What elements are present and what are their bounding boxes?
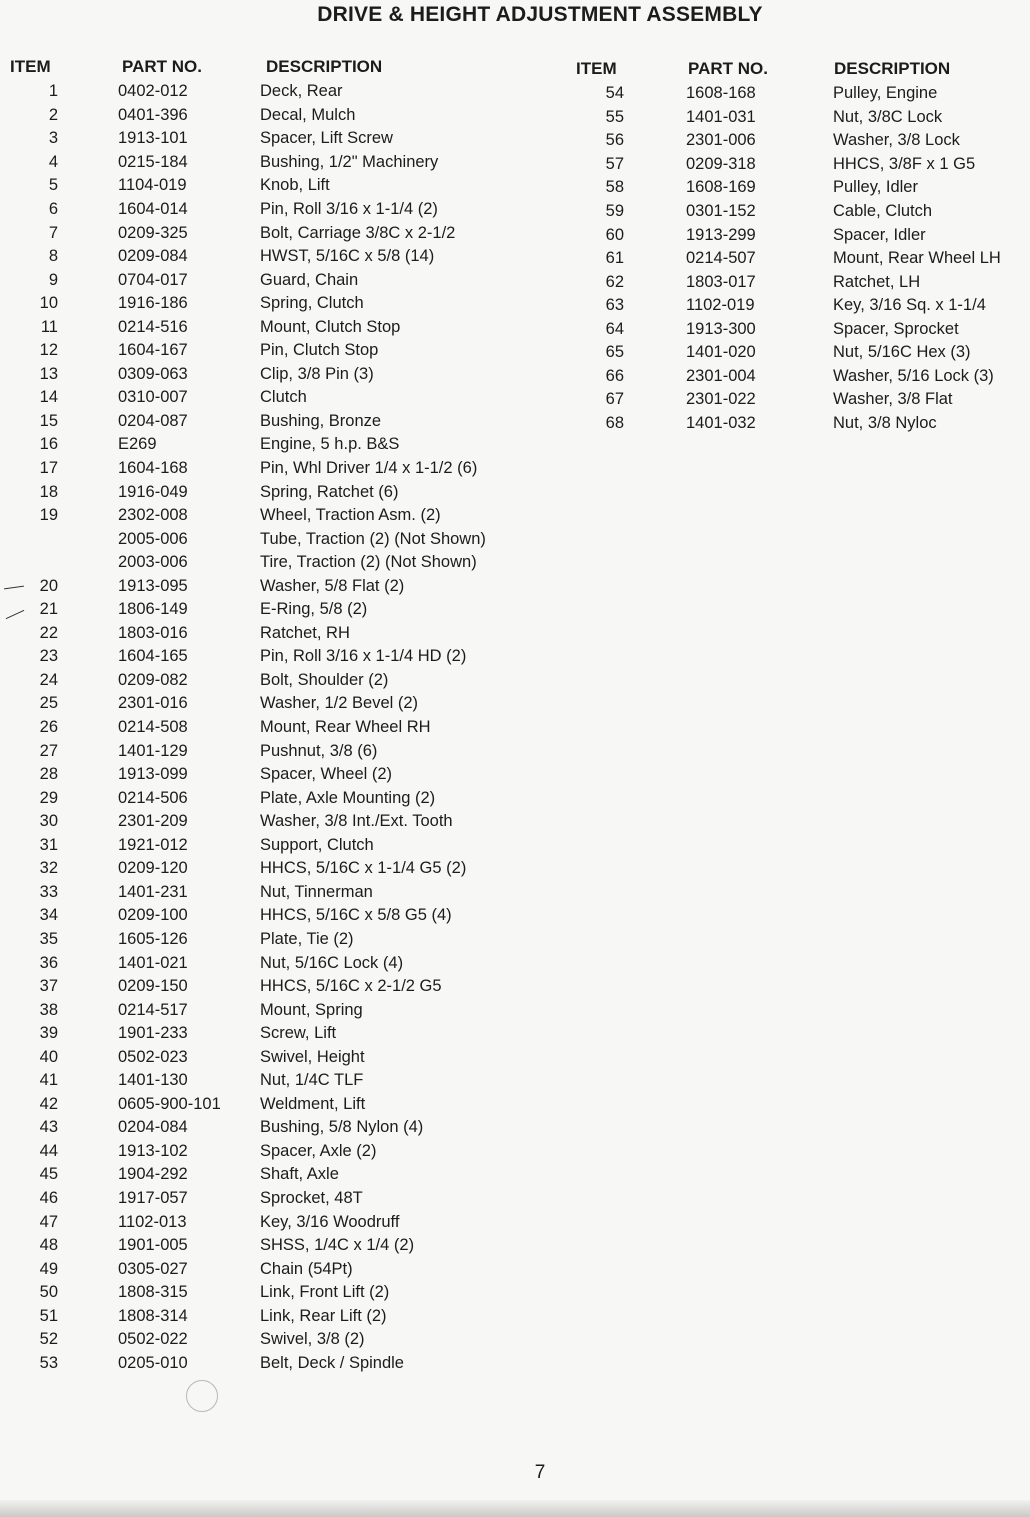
item-number: 4 [48,152,58,171]
parts-row [0,504,486,528]
parts-row [0,1140,486,1164]
item-number: 61 [605,249,624,268]
part-number: 1901-005 [118,1236,188,1255]
part-description: Nut, 3/8 Nyloc [833,413,937,432]
parts-row [0,951,486,975]
item-number: 54 [605,84,624,103]
parts-row [576,153,1001,177]
parts-row [0,1304,486,1328]
part-number: 0502-023 [118,1047,188,1066]
part-description: Washer, 5/8 Flat (2) [260,576,405,595]
part-number: 1401-020 [686,343,756,362]
part-number: 1401-021 [118,953,188,972]
part-description: Nut, 5/16C Hex (3) [833,343,971,362]
item-number: 20 [39,576,58,595]
part-number: 1904-292 [118,1165,188,1184]
part-number: 0301-152 [686,202,756,220]
item-number: 19 [39,506,58,525]
parts-row [576,200,1001,224]
part-number: 1604-165 [118,647,188,666]
parts-row [0,786,486,810]
part-description: Engine, 5 h.p. B&S [260,435,400,454]
part-number: 1803-016 [118,623,188,642]
part-number: 1401-231 [118,882,188,901]
part-description: Wheel, Traction Asm. (2) [260,506,441,525]
part-description: Spacer, Sprocket [833,319,959,338]
part-description: Knob, Lift [260,176,330,195]
item-number: 34 [39,906,58,925]
part-number: 1806-149 [118,600,188,619]
parts-row [576,388,1001,412]
part-number: 1916-186 [118,294,188,313]
parts-row [576,341,1001,365]
part-number: 1921-012 [118,835,188,854]
part-number: 1608-168 [686,84,756,103]
item-number: 14 [39,388,58,407]
parts-row [0,1257,486,1281]
part-description: Bushing, 1/2" Machinery [260,152,439,171]
parts-row [0,1210,486,1234]
part-description: Spacer, Wheel (2) [260,765,393,784]
parts-row [0,1352,486,1376]
part-number: 1401-031 [686,107,756,126]
part-number: 1913-099 [118,765,188,784]
part-description: Swivel, Height [260,1047,365,1066]
part-number: 1913-101 [118,129,188,148]
part-number: 1604-167 [118,341,188,360]
part-description: Washer, 5/16 Lock (3) [833,366,994,385]
punch-hole [186,1380,218,1412]
part-description: Bushing, Bronze [260,411,382,430]
parts-row [0,527,486,551]
parts-row [0,739,486,763]
part-number: 0310-007 [118,388,188,407]
header-description: DESCRIPTION [834,59,951,78]
part-number: 1401-129 [118,741,188,760]
part-number: 0209-318 [686,154,756,173]
part-number: 0209-100 [118,906,188,925]
part-description: Cable, Clutch [833,202,933,220]
parts-row [576,365,1001,389]
part-description: Pulley, Idler [833,178,918,197]
item-number: 24 [39,670,58,689]
parts-row [576,294,1001,318]
parts-row [0,363,486,387]
part-description: HHCS, 3/8F x 1 G5 [833,154,976,173]
part-description: Washer, 3/8 Lock [833,131,960,150]
part-description: Plate, Tie (2) [260,929,354,948]
parts-row [0,928,486,952]
part-number: 2301-006 [686,131,756,150]
parts-row [576,129,1001,153]
item-number: 29 [39,788,58,807]
item-number: 63 [605,296,624,315]
parts-row [0,1328,486,1352]
part-description: Link, Rear Lift (2) [260,1306,387,1325]
part-number: 1901-233 [118,1024,188,1043]
item-number: 8 [48,247,58,266]
part-number: 1104-019 [118,176,187,195]
item-number: 55 [605,107,624,126]
part-description: HHCS, 5/16C x 1-1/4 G5 (2) [260,859,467,878]
parts-row [0,669,486,693]
part-description: Nut, 5/16C Lock (4) [260,953,404,972]
part-number: 0205-010 [118,1353,188,1372]
parts-list-right [576,54,1001,435]
part-number: 1916-049 [118,482,188,501]
part-description: Spring, Ratchet (6) [260,482,399,501]
item-number: 65 [605,343,624,362]
item-number: 37 [39,977,58,996]
part-description: Tube, Traction (2) (Not Shown) [260,529,486,548]
parts-row [0,1022,486,1046]
item-number: 46 [39,1188,58,1207]
parts-row [0,198,486,222]
parts-row [0,622,486,646]
item-number: 30 [39,812,58,831]
part-number: 1604-014 [118,200,188,218]
parts-row [0,1045,486,1069]
parts-row [0,834,486,858]
parts-row [0,315,486,339]
parts-row [0,1093,486,1117]
parts-row [0,1163,486,1187]
part-description: Ratchet, RH [260,623,350,642]
part-number: 1401-130 [118,1071,188,1090]
parts-row [0,221,486,245]
part-description: HHCS, 5/16C x 5/8 G5 (4) [260,906,452,925]
part-number: 0605-900-101 [118,1094,221,1113]
part-description: Belt, Deck / Spindle [260,1353,404,1372]
item-number: 51 [39,1306,58,1325]
part-description: SHSS, 1/4C x 1/4 (2) [260,1236,415,1255]
item-number: 15 [39,411,58,430]
part-description: Nut, 1/4C TLF [260,1071,364,1090]
item-number: 35 [39,929,58,948]
item-number: 9 [48,270,58,289]
item-number: 12 [39,341,58,360]
part-description: Chain (54Pt) [260,1259,353,1278]
part-description: Sprocket, 48T [260,1188,363,1207]
header-part-no: PART NO. [122,57,202,76]
item-number: 28 [39,765,58,784]
part-description: Spring, Clutch [260,294,364,313]
item-number: 33 [39,882,58,901]
parts-row [576,176,1001,200]
part-description: Bolt, Shoulder (2) [260,670,389,689]
parts-row [0,1069,486,1093]
part-description: Tire, Traction (2) (Not Shown) [260,553,477,572]
part-number: 2301-022 [686,390,756,409]
item-number: 27 [39,741,58,760]
parts-row [0,574,486,598]
parts-row [0,716,486,740]
part-number: 1401-032 [686,413,756,432]
item-number: 40 [39,1047,58,1066]
item-number: 68 [605,413,624,432]
part-description: Bushing, 5/8 Nylon (4) [260,1118,424,1137]
item-number: 31 [39,835,58,854]
part-description: Link, Front Lift (2) [260,1283,390,1302]
parts-row [0,245,486,269]
part-number: 1608-169 [686,178,756,197]
part-number: 0214-508 [118,718,188,737]
part-description: Swivel, 3/8 (2) [260,1330,365,1349]
parts-row [0,998,486,1022]
part-number: 0209-120 [118,859,188,878]
part-number: 0214-506 [118,788,188,807]
part-description: Mount, Spring [260,1000,363,1019]
item-number: 66 [605,366,624,385]
item-number: 5 [48,176,58,195]
part-number: 1102-013 [118,1212,187,1231]
part-number: 2003-006 [118,553,188,572]
parts-row [0,598,486,622]
item-number: 59 [605,202,624,220]
item-number: 21 [39,600,58,619]
parts-rows-right [576,82,1001,435]
parts-row [576,106,1001,130]
part-number: 0309-063 [118,364,188,383]
item-number: 45 [39,1165,58,1184]
item-number: 47 [39,1212,58,1231]
header-part-no: PART NO. [688,59,768,78]
item-number: 43 [39,1118,58,1137]
item-number: 50 [39,1283,58,1302]
parts-row [0,1281,486,1305]
part-number: 0215-184 [118,152,188,171]
item-number: 58 [605,178,624,197]
parts-row [0,975,486,999]
part-number: 0704-017 [118,270,188,289]
part-number: 0402-012 [118,82,188,101]
part-number: 0209-082 [118,670,188,689]
parts-row [0,645,486,669]
part-description: Pin, Roll 3/16 x 1-1/4 HD (2) [260,647,467,666]
parts-row [0,433,486,457]
item-number: 49 [39,1259,58,1278]
part-number: 0209-084 [118,247,188,266]
item-number: 67 [605,390,624,409]
part-number: 0209-150 [118,977,188,996]
part-description: Washer, 3/8 Flat [833,390,953,409]
part-description: HWST, 5/16C x 5/8 (14) [260,247,435,266]
parts-row [0,410,486,434]
parts-row [576,82,1001,106]
item-number: 3 [48,129,58,148]
part-number: 2005-006 [118,529,188,548]
parts-row [576,270,1001,294]
part-description: Mount, Rear Wheel RH [260,718,431,737]
part-number: 2302-008 [118,506,188,525]
part-number: 1917-057 [118,1188,188,1207]
item-number: 62 [605,272,624,291]
part-description: Clip, 3/8 Pin (3) [260,364,374,383]
item-number: 6 [48,200,58,218]
part-number: 0204-087 [118,411,188,430]
parts-row [0,386,486,410]
part-description: Spacer, Lift Screw [260,129,393,148]
item-number: 38 [39,1000,58,1019]
part-description: Plate, Axle Mounting (2) [260,788,436,807]
parts-list-header [0,54,486,80]
parts-row [0,1187,486,1211]
part-number: 1913-300 [686,319,756,338]
part-number: 0204-084 [118,1118,188,1137]
part-number: 1803-017 [686,272,756,291]
item-number: 16 [39,435,58,454]
header-description: DESCRIPTION [266,57,383,76]
part-description: Key, 3/16 Sq. x 1-1/4 [833,296,986,315]
part-description: E-Ring, 5/8 (2) [260,600,368,619]
item-number: 41 [39,1071,58,1090]
part-number: 1808-315 [118,1283,188,1302]
item-number: 57 [605,154,624,173]
parts-row [0,457,486,481]
item-number: 60 [605,225,624,244]
part-description: HHCS, 5/16C x 2-1/2 G5 [260,977,442,996]
part-description: Guard, Chain [260,270,359,289]
item-number: 53 [39,1353,58,1372]
parts-row [0,104,486,128]
item-number: 48 [39,1236,58,1255]
parts-row [0,1234,486,1258]
item-number: 44 [39,1141,58,1160]
parts-row [0,151,486,175]
parts-row [0,763,486,787]
parts-row [0,1116,486,1140]
part-number: 0214-507 [686,249,756,268]
part-number: 0214-517 [118,1000,188,1019]
parts-rows-left [0,80,486,1375]
item-number: 23 [39,647,58,666]
parts-row [576,317,1001,341]
parts-list-left [0,54,486,1375]
part-description: Screw, Lift [260,1024,337,1043]
part-description: Mount, Rear Wheel LH [833,249,1001,268]
part-description: Spacer, Idler [833,225,926,244]
part-description: Ratchet, LH [833,272,921,291]
parts-row [0,551,486,575]
item-number: 32 [39,859,58,878]
part-number: 1808-314 [118,1306,188,1325]
parts-row [0,881,486,905]
part-description: Pin, Whl Driver 1/4 x 1-1/2 (6) [260,459,478,478]
item-number: 17 [39,459,58,478]
part-number: 1604-168 [118,459,188,478]
part-number: E269 [118,435,157,454]
parts-row [0,904,486,928]
part-description: Decal, Mulch [260,105,356,124]
parts-row [0,810,486,834]
item-number: 7 [48,223,58,242]
item-number: 52 [39,1330,58,1349]
item-number: 1 [48,82,58,101]
part-number: 0209-325 [118,223,188,242]
item-number: 25 [39,694,58,713]
part-description: Nut, Tinnerman [260,882,373,901]
header-item: ITEM [576,59,617,78]
parts-row [0,80,486,104]
part-number: 2301-016 [118,694,188,713]
parts-row [576,247,1001,271]
parts-list-header [576,56,1001,82]
item-number: 39 [39,1024,58,1043]
part-number: 1913-102 [118,1141,188,1160]
item-number: 2 [48,105,58,124]
item-number: 11 [40,317,58,336]
item-number: 10 [39,294,58,313]
parts-row [0,292,486,316]
part-description: Pin, Roll 3/16 x 1-1/4 (2) [260,200,438,218]
item-number: 13 [39,364,58,383]
page-title: DRIVE & HEIGHT ADJUSTMENT ASSEMBLY [317,3,763,26]
part-description: Key, 3/16 Woodruff [260,1212,400,1231]
part-number: 0305-027 [118,1259,188,1278]
item-number: 26 [39,718,58,737]
part-description: Pin, Clutch Stop [260,341,379,360]
item-number: 64 [605,319,624,338]
parts-row [0,857,486,881]
item-number: 42 [39,1094,58,1113]
part-description: Spacer, Axle (2) [260,1141,377,1160]
page-edge-shadow [0,1500,1030,1517]
parts-row [0,127,486,151]
item-number: 22 [39,623,58,642]
part-description: Shaft, Axle [260,1165,339,1184]
part-description: Weldment, Lift [260,1094,366,1113]
item-number: 36 [39,953,58,972]
part-number: 1913-095 [118,576,188,595]
part-description: Support, Clutch [260,835,374,854]
parts-row [0,480,486,504]
parts-row [0,174,486,198]
part-number: 1605-126 [118,929,188,948]
part-number: 0502-022 [118,1330,188,1349]
parts-row [0,692,486,716]
part-number: 2301-209 [118,812,188,831]
part-description: Deck, Rear [260,82,343,101]
part-description: Pushnut, 3/8 (6) [260,741,378,760]
item-number: 18 [39,482,58,501]
part-description: Mount, Clutch Stop [260,317,401,336]
item-number: 56 [605,131,624,150]
part-description: Bolt, Carriage 3/8C x 2-1/2 [260,223,456,242]
parts-row [576,223,1001,247]
parts-row [576,412,1001,436]
header-item: ITEM [10,57,51,76]
part-description: Pulley, Engine [833,84,938,103]
part-number: 1102-019 [686,296,755,315]
part-number: 2301-004 [686,366,756,385]
part-number: 1913-299 [686,225,756,244]
part-description: Nut, 3/8C Lock [833,107,943,126]
part-description: Washer, 3/8 Int./Ext. Tooth [260,812,453,831]
part-description: Clutch [260,388,307,407]
page-number: 7 [534,1462,546,1483]
part-number: 0401-396 [118,105,188,124]
parts-row [0,268,486,292]
part-description: Washer, 1/2 Bevel (2) [260,694,419,713]
part-number: 0214-516 [118,317,188,336]
parts-row [0,339,486,363]
